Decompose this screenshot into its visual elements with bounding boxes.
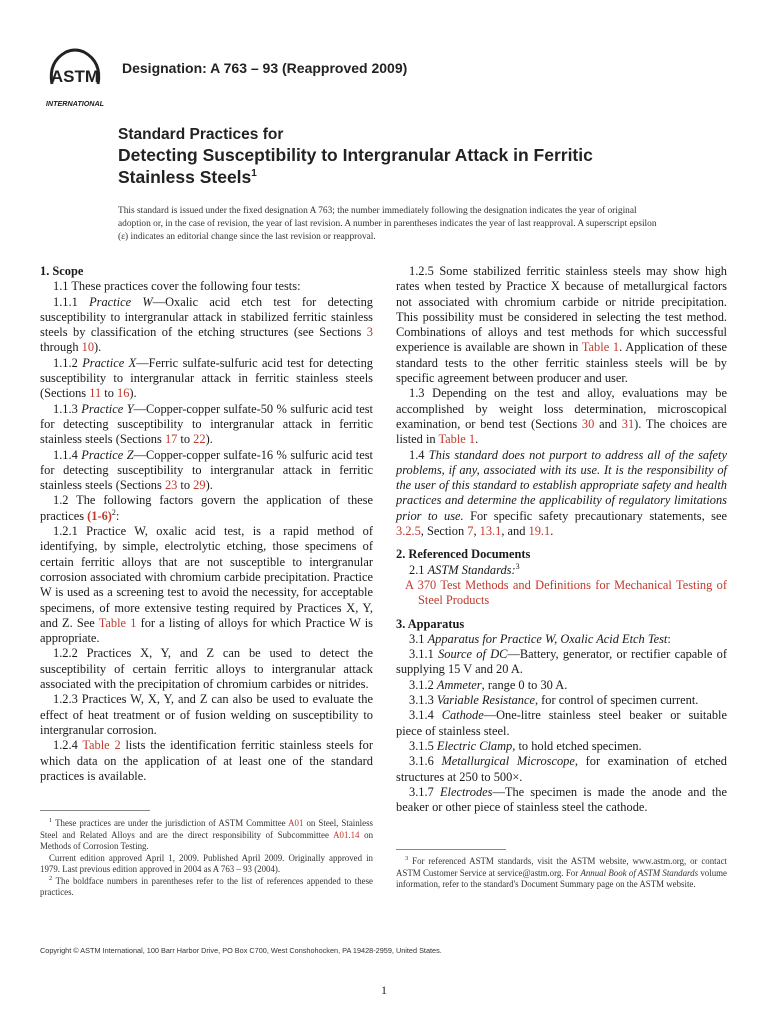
page-number: 1 [381, 983, 387, 997]
subcommittee-link[interactable]: A01.14 [333, 829, 360, 840]
para-3-1-1: 3.1.1 Source of DC—Battery, generator, or rectifier capable of supplying 15 V and 20 A. [396, 647, 728, 677]
section-link[interactable]: 13.1 [479, 524, 502, 539]
designation: Designation: A 763 – 93 (Reapproved 2009) [122, 60, 408, 76]
section-link[interactable]: 19.1 [528, 524, 551, 539]
main-title [118, 144, 718, 188]
section-link[interactable]: 3.2.5 [396, 524, 421, 539]
right-footnotes [396, 856, 727, 891]
left-column [40, 264, 373, 784]
para-1-2-2: 1.2.2 Practices X, Y, and Z can be used to detect the susceptibility of certain ferritic alloys to intergranular attack associated with the precipitation of chromium carbides or nitrides. [40, 646, 373, 692]
copyright-line: Copyright © ASTM International, 100 Barr Harbor Drive, PO Box C700, West Conshohocken, PA 19428-2959, United States. [40, 946, 442, 955]
para-1-1-2: 1.1.2 Practice X—Ferric sulfate-sulfuric acid test for detecting susceptibility to intergranular attack in ferritic stainless steels (Sections 11 to 16). [40, 355, 373, 401]
title-footnote-marker: 1 [251, 168, 257, 180]
reference-link[interactable]: (1-6) [87, 508, 112, 523]
apparatus-heading: 3. Apparatus [396, 616, 465, 631]
standard-code-link[interactable]: A 370 [405, 577, 437, 592]
para-3-1-2: 3.1.2 Ammeter, range 0 to 30 A. [409, 677, 568, 692]
section-link[interactable]: 31 [621, 416, 635, 431]
intro-paragraph: This standard is issued under the fixed designation A 763; the number immediately following the designation indicates the year of original adoption or, in the case of revision, the year of last revision. A number in parentheses indicates the year of last reapproval. A superscript epsilon (ε) indicates an editorial change since the last revision or reapproval. [118, 206, 657, 242]
para-1-2-1: 1.2.1 Practice W, oxalic acid test, is a rapid method of identifying, by simple, electrolytic etching, those specimens of certain ferritic alloys that are not susceptible to intergranular corrosion associated with chromium carbide precipitation. Practice W is used as a screening test to avoid the necessity, for acceptable specimens, of more extensive testing required by Practices X, Y, and Z. See Table 1 for a listing of alloys for which Practice W is appropriate. [40, 524, 373, 646]
para-3-1: 3.1 Apparatus for Practice W, Oxalic Acid Etch Test: [409, 631, 671, 646]
right-column [396, 264, 727, 815]
logo-text: ASTM [50, 67, 100, 86]
committee-link[interactable]: A01 [288, 818, 304, 828]
para-3-1-7: 3.1.7 Electrodes—The specimen is made the anode and the beaker or other piece of stainless steel the cathode. [396, 784, 727, 815]
para-3-1-5: 3.1.5 Electric Clamp, to hold etched specimen. [409, 738, 642, 753]
main-title-line2: Stainless Steels [118, 167, 252, 187]
para-1-4: 1.4 This standard does not purport to address all of the safety problems, if any, associated with its use. It is the responsibility of the user of this standard to establish appropriate safety and health practices and determine the applicability of regulatory limitations prior to use. For specific safety precautionary statements, see 3.2.5, Section 7, 13.1, and 19.1. [396, 447, 727, 539]
logo-subtext: INTERNATIONAL [45, 99, 105, 108]
table-link[interactable]: Table 1 [98, 615, 137, 630]
section-link[interactable]: 16 [117, 386, 130, 401]
astm-logo [38, 44, 112, 110]
footnote-divider [40, 810, 150, 811]
referenced-standard[interactable] [396, 578, 727, 609]
para-1-1-1: 1.1.1 Practice W—Oxalic acid etch test for detecting susceptibility to intergranular attack in stabilized ferritic stainless steels by classification of the etching structures (see Sections 3 through 10). [40, 294, 373, 355]
section-link[interactable]: 7 [467, 524, 474, 539]
para-1-1: 1.1 These practices cover the following four tests: [53, 279, 301, 294]
section-link[interactable]: 11 [89, 386, 102, 401]
para-1-2-3: 1.2.3 Practices W, X, Y, and Z can also be used to evaluate the effect of heat treatment or of fusion welding on susceptibility to intergranular corrosion. [40, 692, 373, 737]
section-link[interactable]: 30 [581, 416, 595, 431]
standard-line: Standard Practices for [118, 126, 284, 143]
title-block [118, 126, 718, 188]
main-title-line1: Detecting Susceptibility to Intergranular Attack in Ferritic [118, 145, 593, 165]
referenced-documents-heading: 2. Referenced Documents [396, 547, 531, 562]
para-1-3: 1.3 Depending on the test and alloy, evaluations may be accomplished by weight loss determination, microscopical examination, or bend test (Sections 30 and 31). The choices are listed in Table 1. [396, 386, 727, 447]
para-1-1-4: 1.1.4 Practice Z—Copper-copper sulfate-16 % sulfuric acid test for detecting susceptibility to intergranular attack in ferritic stainless steels (Sections 23 to 29). [40, 447, 373, 493]
footnote-2: $^2$ The boldface numbers in parentheses refer to the list of references appended to these practices. [40, 874, 373, 897]
para-3-1-6: 3.1.6 Metallurgical Microscope, for examination of etched structures at 250 to 500×. [396, 754, 727, 784]
para-3-1-4: 3.1.4 Cathode—One-litre stainless steel beaker or suitable piece of stainless steel. [396, 708, 727, 738]
para-1-2-5: 1.2.5 Some stabilized ferritic stainless steels may show high rates when tested by Practice X because of metallurgical factors not associated with chromium carbide or nitride precipitation. This possibility must be considered in selecting the test method. Combinations of alloys and test methods for which successful experience is available are shown in Table 1. Application of these standard tests to the other ferritic stainless steels will be by specific agreement between producer and user. [396, 264, 727, 386]
section-link[interactable]: 22 [193, 432, 206, 447]
para-1-1-3: 1.1.3 Practice Y—Copper-copper sulfate-50 % sulfuric acid test for detecting susceptibility to intergranular attack in ferritic stainless steels (Sections 17 to 22). [40, 401, 373, 447]
table-link[interactable]: Table 1 [438, 432, 476, 447]
footnote-1: $^1$ These practices are under the jurisdiction of ASTM Committee A01 on Steel, Stainless Steel and Related Alloys and are the direct responsibility of Subcommittee A01.14 on Methods of Corrosion Testing. [40, 817, 374, 851]
section-link[interactable]: 23 [164, 478, 178, 493]
para-1-2: 1.2 The following factors govern the application of these practices $(1-6)^2$: [40, 493, 373, 523]
scope-heading: 1. Scope [40, 264, 84, 278]
left-footnotes [40, 818, 373, 899]
footnote-1-edition: Current edition approved April 1, 2009. Published April 2009. Originally approved in 1979. Last previous edition approved in 2004 as A 763 – 93 (2004). [40, 852, 373, 874]
standard-title-link[interactable]: Test Methods and Definitions for Mechanical Testing of Steel Products [418, 577, 727, 608]
section-link[interactable]: 17 [164, 432, 178, 447]
footnote-divider [396, 849, 506, 850]
footnote-3: $^3$ For referenced ASTM standards, visit the ASTM website, www.astm.org, or contact ASTM Customer Service at service@astm.org. For Annual Book of ASTM Standards volume information, refer to the standard's Document Summary page on the ASTM website. [396, 855, 727, 889]
para-3-1-3: 3.1.3 Variable Resistance, for control of specimen current. [409, 693, 699, 708]
table-link[interactable]: Table 2 [82, 738, 121, 753]
section-link[interactable]: 3 [366, 325, 373, 340]
table-link[interactable]: Table 1 [581, 340, 620, 355]
para-1-2-4: 1.2.4 Table 2 lists the identification ferritic stainless steels for which data on the application of at least one of the standard practices is available. [40, 738, 373, 783]
section-link[interactable]: 10 [81, 340, 95, 355]
section-link[interactable]: 29 [193, 478, 206, 493]
para-2-1: 2.1 ASTM Standards:$^3$ [409, 561, 520, 577]
